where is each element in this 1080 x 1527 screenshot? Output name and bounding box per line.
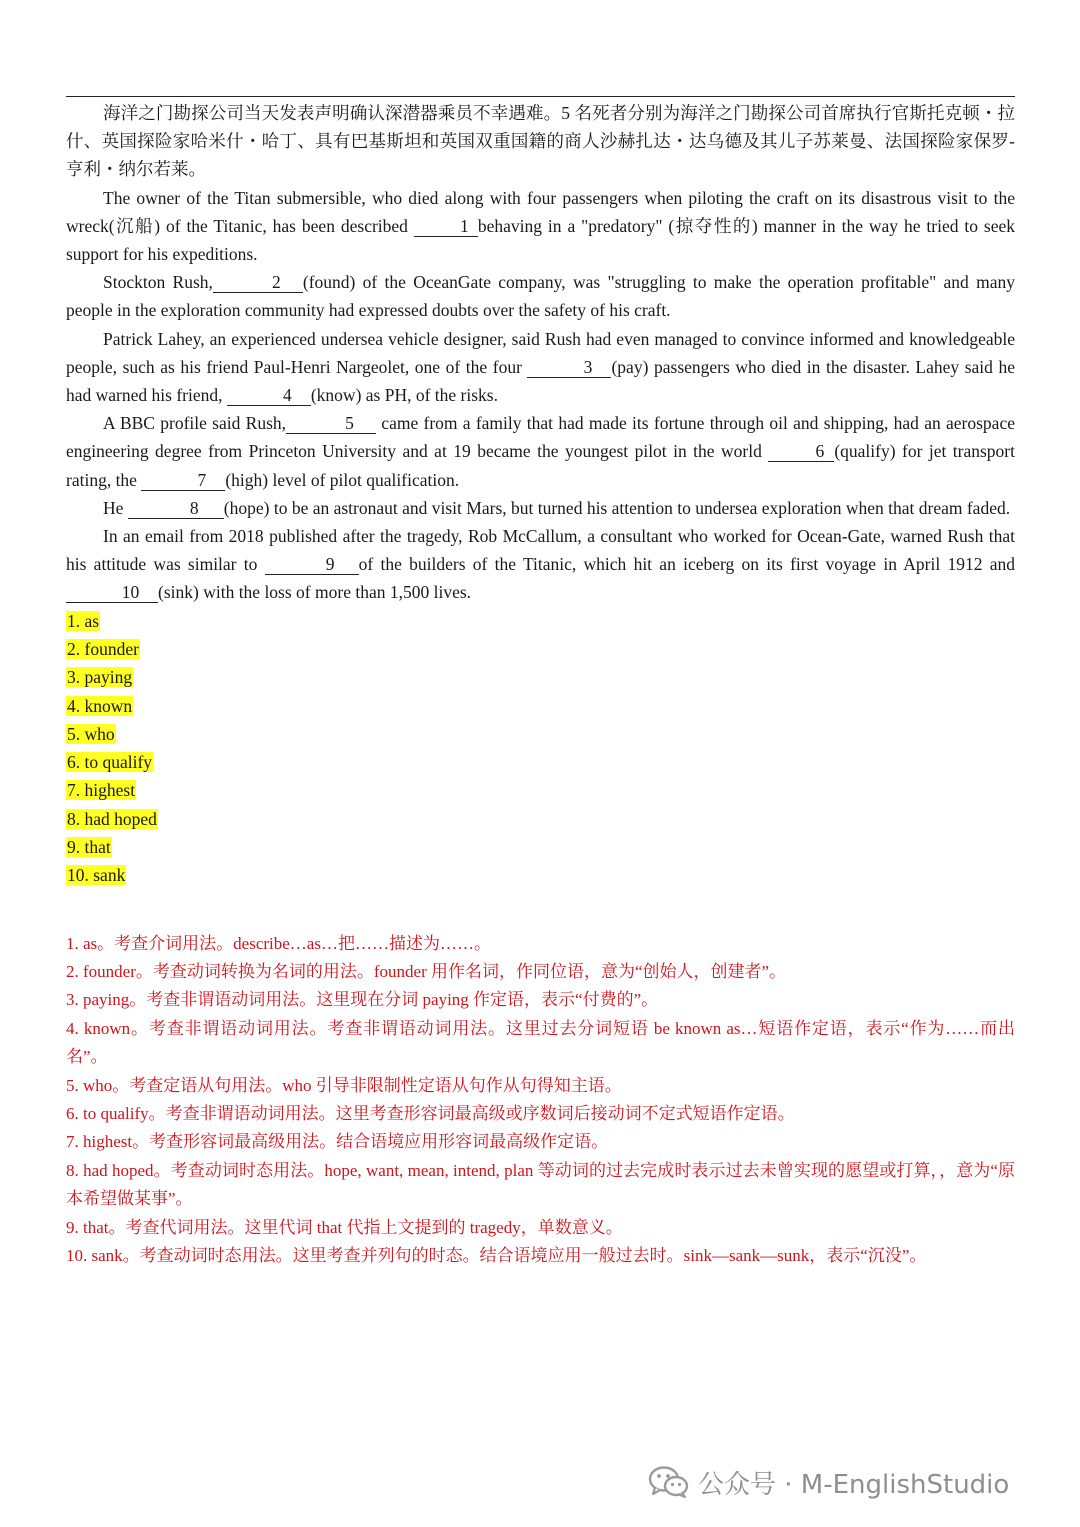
explanation-item: 5. who。考查定语从句用法。who 引导非限制性定语从句作从句得知主语。 <box>66 1075 622 1095</box>
passage-paragraph-6: In an email from 2018 published after the tragedy, Rob McCallum, a consultant who worked for Ocean-Gate, warned Rush that his attitude was similar to 9 of the builders of the Titanic, which hit an iceberg on its first voyage in April 1912 and 10 (sink) with the loss of more than 1,500 lives. <box>66 526 1015 603</box>
blank-1: 1 <box>414 216 478 237</box>
passage-paragraph-1: The owner of the Titan submersible, who died along with four passengers when piloting the craft on its disastrous visit to the wreck(沉船) of the Titanic, has been described 1 behaving in a "predatory" (掠夺性的) manner in the way he tried to seek support for his expeditions. <box>66 187 1016 265</box>
explanation-item: 8. had hoped。考查动词时态用法。hope, want, mean, intend, plan 等动词的过去完成时表示过去未曾实现的愿望或打算，，意为“原本希望做某事”。 <box>66 1160 1015 1209</box>
wechat-icon <box>648 1465 690 1499</box>
explanation-item: 4. known。考查非谓语动词用法。考查非谓语动词用法。这里过去分词短语 be known as…短语作定语，表示“作为……而出名”。 <box>66 1018 1015 1067</box>
blank-10: 10 <box>66 582 158 603</box>
answer-item: 7. highest <box>67 780 136 801</box>
answer-item: 10. sank <box>67 865 126 886</box>
answer-item: 1. as <box>67 610 100 631</box>
blank-8: 8 <box>128 498 224 519</box>
passage-paragraph-3: Patrick Lahey, an experienced undersea vehicle designer, said Rush had even managed to convince informed and knowledgeable people, such as his friend Paul-Henri Nargeolet, one of the four 3 (pay) passengers who died in the disaster. Lahey said he had warned his friend, 4 (know) as PH, of the risks. <box>66 328 1015 406</box>
explanation-item: 1. as。考查介词用法。describe…as…把……描述为……。 <box>66 933 491 953</box>
blank-4: 4 <box>227 385 311 406</box>
answer-item: 3. paying <box>67 667 133 688</box>
blank-2: 2 <box>213 272 303 293</box>
passage-paragraph-2: Stockton Rush, 2 (found) of the OceanGate company, was "struggling to make the operation profitable" and many people in the exploration community had expressed doubts over the safety of his craft. <box>66 272 1015 321</box>
blank-5: 5 <box>286 413 376 434</box>
explanation-item: 6. to qualify。考查非谓语动词用法。这里考查形容词最高级或序数词后接动词不定式短语作定语。 <box>66 1104 795 1124</box>
blank-9: 9 <box>265 554 359 575</box>
blank-6: 6 <box>768 441 834 462</box>
explanation-item: 2. founder。考查动词转换为名词的用法。founder 用作名词，作同位语，意为“创始人，创建者”。 <box>66 962 787 982</box>
blank-3: 3 <box>527 357 611 378</box>
answer-item: 5. who <box>67 723 115 744</box>
watermark-text: 公众号 · M-EnglishStudio <box>698 1469 1010 1500</box>
explanation-item: 9. that。考查代词用法。这里代词 that 代指上文提到的 tragedy，单数意义。 <box>66 1217 623 1237</box>
passage-paragraph-5: He 8 (hope) to be an astronaut and visit Mars, but turned his attention to undersea exploration when that dream faded. <box>103 497 1011 518</box>
document-page <box>66 97 1015 1271</box>
explanation-item: 10. sank。考查动词时态用法。这里考查并列句的时态。结合语境应用一般过去时。sink—sank—sunk，表示“沉没”。 <box>66 1246 927 1266</box>
answer-item: 8. had hoped <box>67 808 157 829</box>
answer-item: 6. to qualify <box>67 752 153 773</box>
passage-paragraph-4: A BBC profile said Rush, 5 came from a family that had made its fortune through oil and shipping, had an aerospace engineering degree from Princeton University and at 19 became the youngest pilot in the world 6 (qualify) for jet transport rating, the 7 (high) level of pilot qualification. <box>66 413 1015 490</box>
answer-item: 9. that <box>67 837 111 858</box>
answer-item: 2. founder <box>67 638 139 659</box>
explanations <box>66 930 1015 1271</box>
answer-key <box>66 607 1015 890</box>
explanation-item: 3. paying。考查非谓语动词用法。这里现在分词 paying 作定语，表示“付费的”。 <box>66 990 659 1010</box>
watermark <box>648 1462 1009 1502</box>
blank-7: 7 <box>141 470 225 491</box>
explanation-item: 7. highest。考查形容词最高级用法。结合语境应用形容词最高级作定语。 <box>66 1132 609 1152</box>
answer-item: 4. known <box>67 695 133 716</box>
intro-chinese: 海洋之门勘探公司当天发表声明确认深潜器乘员不幸遇难。5 名死者分别为海洋之门勘探公司首席执行官斯托克顿・拉什、英国探险家哈米什・哈丁、具有巴基斯坦和英国双重国籍的商人沙赫扎达・达乌德及其儿子苏莱曼、法国探险家保罗-亨利・纳尔若莱。 <box>66 103 1015 180</box>
